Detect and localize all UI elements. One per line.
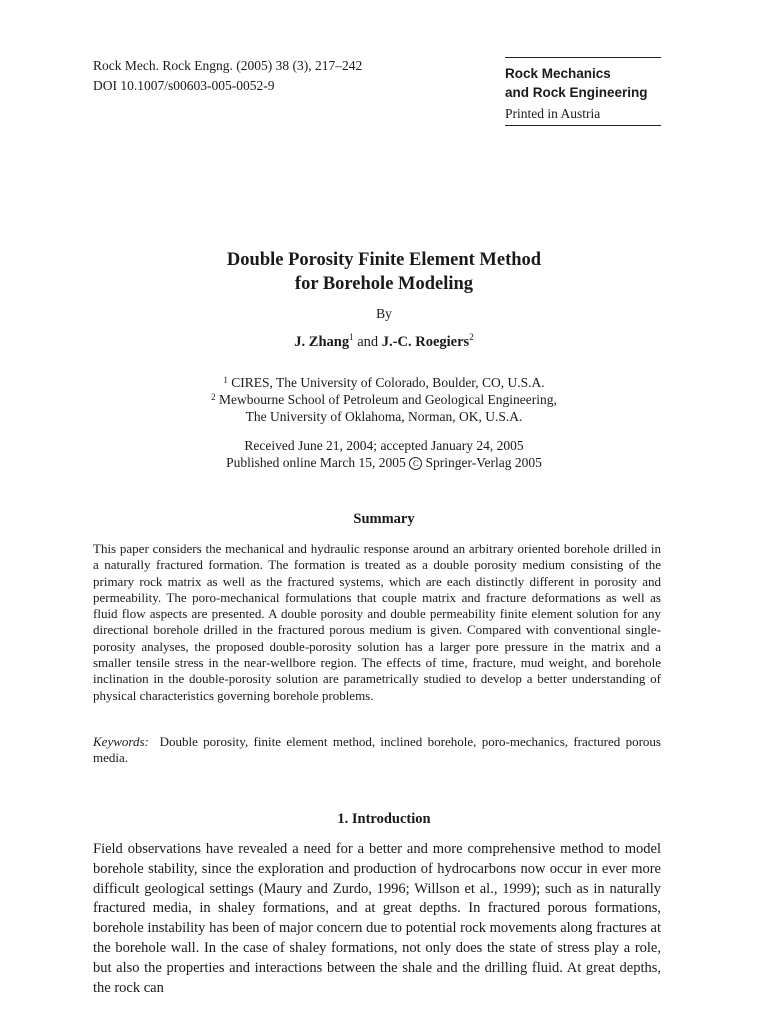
- published-date: Published online March 15, 2005: [226, 455, 406, 470]
- journal-box: [505, 64, 661, 123]
- summary-heading: Summary: [353, 511, 415, 527]
- author-2-affil-mark: 2: [469, 332, 474, 342]
- author-2: J.-C. Roegiers: [381, 334, 470, 350]
- author-1: J. Zhang: [294, 334, 350, 350]
- journal-bottom-rule: [505, 125, 661, 126]
- introduction-heading: 1. Introduction: [337, 811, 431, 827]
- journal-name-line2: and Rock Engineering: [505, 85, 648, 100]
- citation-line: Rock Mech. Rock Engng. (2005) 38 (3), 217–242: [93, 58, 363, 73]
- affiliation-2: $^2$ Mewbourne School of Petroleum and Geological Engineering,: [211, 392, 557, 407]
- journal-top-rule: [505, 57, 661, 58]
- affiliation-1: $^1$ CIRES, The University of Colorado, Boulder, CO, U.S.A.: [223, 375, 545, 390]
- publisher: Springer-Verlag 2005: [425, 455, 542, 470]
- published-line: [0, 454, 768, 471]
- keywords-label: Keywords:: [93, 734, 149, 749]
- doi-line: DOI 10.1007/s00603-005-0052-9: [93, 78, 275, 93]
- authors: [0, 334, 768, 351]
- paper-title-line2: for Borehole Modeling: [294, 274, 474, 294]
- copyright-icon: C: [409, 457, 422, 470]
- summary-text: This paper considers the mechanical and hydraulic response around an arbitrary oriented borehole drilled in a naturally fractured formation. The formation is treated as a double porosity medium consisting of the primary rock matrix as well as the fractured systems, which are each distinctly different in porosity and permeability. The poro-mechanical formulations that couple matrix and fracture deformations as well as fluid flow aspects are presented. A double porosity and double permeability finite element solution for any directional borehole drilled in the fractured porous medium is given. Compared with conventional single-porosity analyses, the proposed double-porosity solution has a larger pore pressure in the matrix and a smaller tensile stress in the near-wellbore region. The effects of time, fracture, mud weight, and borehole inclination in the double-porosity solution are parametrically studied to develop a better understanding of physical characteristics governing borehole problems.: [93, 541, 661, 703]
- author-1-affil-mark: 1: [349, 332, 354, 342]
- received-date: Received June 21, 2004; accepted January 24, 2005: [244, 438, 524, 453]
- introduction-text: Field observations have revealed a need for a better and more comprehensive method to model borehole stability, since the exploration and production of hydrocarbons now occur in ever more difficult geological settings (Maury and Zurdo, 1996; Willson et al., 1999); such as in naturally fractured media, in shaley formations, and at great depths. In fractured porous formations, borehole instability has been of major concern due to potential rock movements along fractures at the borehole wall. In the case of shaley formations, not only does the state of stress play a role, but also the properties and interactions between the shale and the drilling fluid. At great depths, the rock can: [93, 841, 661, 996]
- keywords-text: Double porosity, finite element method, inclined borehole, poro-mechanics, fractured porous media.: [93, 734, 661, 766]
- byline: By: [376, 306, 392, 321]
- keywords: [93, 734, 661, 767]
- paper-title-line1: Double Porosity Finite Element Method: [226, 250, 542, 270]
- author-conjunction: and: [357, 334, 379, 350]
- printed-in: Printed in Austria: [505, 106, 601, 121]
- journal-name-line1: Rock Mechanics: [505, 66, 611, 81]
- affiliation-2-line2: The University of Oklahoma, Norman, OK, U.S.A.: [245, 409, 523, 424]
